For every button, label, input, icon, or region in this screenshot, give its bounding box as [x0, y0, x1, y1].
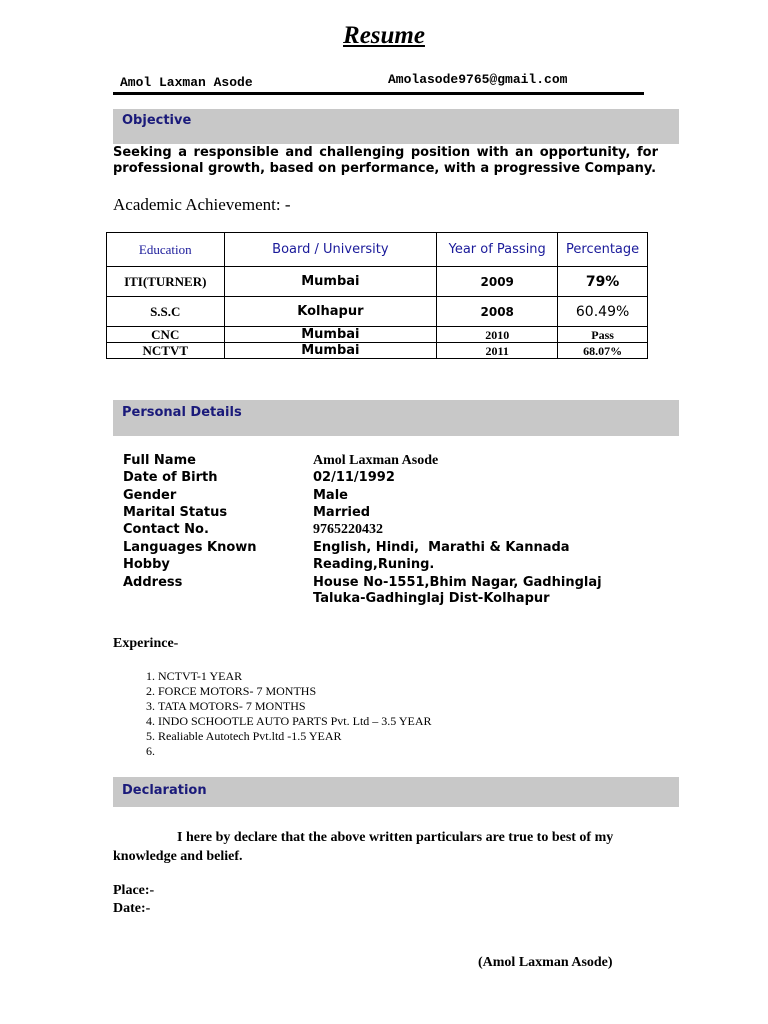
date-label: Date:-	[113, 901, 151, 916]
objective-text: Seeking a responsible and challenging position with an opportunity, for professional growth, based on performance, with a progressive Company.	[113, 145, 658, 176]
signature: (Amol Laxman Asode)	[478, 955, 613, 970]
cell-board: Mumbai	[224, 343, 437, 359]
full-name-label: Full Name	[123, 453, 196, 468]
table-row	[107, 297, 648, 327]
experience-list	[120, 669, 432, 759]
cell-board: Mumbai	[224, 267, 437, 297]
marital-status-label: Marital Status	[123, 505, 228, 520]
cell-percentage: 68.07%	[558, 343, 648, 359]
cell-percentage: 79%	[558, 267, 648, 297]
academic-table-header	[107, 233, 648, 267]
academic-heading: Academic Achievement: -	[113, 195, 291, 214]
list-item: 2. FORCE MOTORS- 7 MONTHS	[158, 684, 432, 699]
cell-board: Mumbai	[224, 327, 437, 343]
place-label: Place:-	[113, 883, 155, 898]
dob-label: Date of Birth	[123, 470, 218, 485]
cell-education: S.S.C	[107, 297, 225, 327]
col-board: Board / University	[224, 233, 437, 267]
contact-label: Contact No.	[123, 522, 209, 537]
objective-heading: Objective	[113, 109, 679, 144]
hobby-value: Reading,Runing.	[313, 557, 435, 572]
gender-label: Gender	[123, 488, 177, 503]
contact-value: 9765220432	[313, 522, 383, 537]
hobby-label: Hobby	[123, 557, 170, 572]
cell-percentage: Pass	[558, 327, 648, 343]
academic-table	[106, 232, 648, 359]
address-value-line2: Taluka-Gadhinglaj Dist-Kolhapur	[313, 591, 550, 606]
declaration-line1: I here by declare that the above written particulars are true to best of my	[177, 830, 614, 845]
header-divider	[113, 92, 644, 95]
list-item: 4. INDO SCHOOTLE AUTO PARTS Pvt. Ltd – 3.5 YEAR	[158, 714, 432, 729]
table-row	[107, 267, 648, 297]
col-education: Education	[107, 233, 225, 267]
address-label: Address	[123, 575, 183, 590]
table-row	[107, 343, 648, 359]
cell-percentage: 60.49%	[558, 297, 648, 327]
cell-year: 2009	[437, 267, 558, 297]
personal-details-heading: Personal Details	[113, 400, 679, 436]
cell-education: NCTVT	[107, 343, 225, 359]
cell-education: ITI(TURNER)	[107, 267, 225, 297]
header-name: Amol Laxman Asode	[120, 75, 253, 90]
experience-heading: Experince-	[113, 636, 179, 651]
full-name-value: Amol Laxman Asode	[313, 453, 439, 468]
cell-year: 2008	[437, 297, 558, 327]
cell-year: 2010	[437, 327, 558, 343]
list-item: 3. TATA MOTORS- 7 MONTHS	[158, 699, 432, 714]
table-row	[107, 327, 648, 343]
list-item	[158, 744, 432, 759]
cell-year: 2011	[437, 343, 558, 359]
gender-value: Male	[313, 488, 348, 503]
list-item: 5. Realiable Autotech Pvt.ltd -1.5 YEAR	[158, 729, 432, 744]
languages-value: English, Hindi, Marathi & Kannada	[313, 540, 570, 555]
list-item: 1. NCTVT-1 YEAR	[158, 669, 432, 684]
address-value-line1: House No-1551,Bhim Nagar, Gadhinglaj	[313, 575, 602, 590]
dob-value: 02/11/1992	[313, 470, 395, 485]
cell-board: Kolhapur	[224, 297, 437, 327]
resume-title: Resume	[343, 22, 425, 49]
cell-education: CNC	[107, 327, 225, 343]
declaration-heading: Declaration	[113, 777, 679, 807]
header-email: Amolasode9765@gmail.com	[388, 72, 568, 87]
marital-status-value: Married	[313, 505, 371, 520]
declaration-line2: knowledge and belief.	[113, 849, 243, 864]
languages-label: Languages Known	[123, 540, 257, 555]
declaration-text	[113, 828, 673, 866]
col-year: Year of Passing	[437, 233, 558, 267]
col-percentage: Percentage	[558, 233, 648, 267]
